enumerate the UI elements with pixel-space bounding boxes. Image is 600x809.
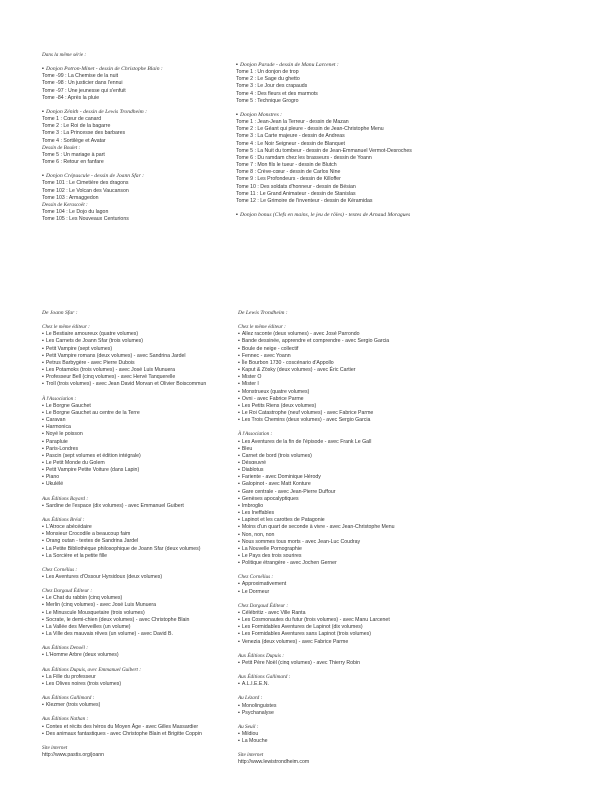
volume-line: Tome 6 : Retour en fanfare <box>42 159 104 166</box>
book-item: ▪ Parapluie <box>42 439 206 446</box>
book-item: ▪ Paris-Londres <box>42 446 206 453</box>
book-item: ▪ Les Potamoks (trois volumes) - avec José Luis Munuera <box>42 367 206 374</box>
volume-line: Tome 1 : Un donjon de trop <box>236 69 299 76</box>
spacer <box>42 660 206 667</box>
book-item: ▪ Fariente - avec Dominique Hérody <box>238 474 395 481</box>
book-item: ▪ La Vallée des Merveilles (un volume) <box>42 624 206 631</box>
book-item: ▪ La Petite Bibliothèque philosophique de Joann Sfar (deux volumes) <box>42 546 206 553</box>
book-item: ▪ Le Borgne Gauchet <box>42 403 206 410</box>
spacer <box>42 738 206 745</box>
spacer <box>42 317 206 324</box>
volume-line: Tome 12 : Le Grimoire de l'inventeur - dessin de Kéramidas <box>236 197 373 204</box>
spacer <box>236 205 412 212</box>
website-label: Site internet <box>238 752 264 759</box>
book-item: ▪ Non, non, non <box>238 532 395 539</box>
book-item: ▪ Pascin (sept volumes et édition intégrale) <box>42 453 206 460</box>
publisher-heading: À l'Association : <box>238 431 273 438</box>
book-item: ▪ Sardine de l'espace (dix volumes) - avec Emmanuel Guibert <box>42 503 206 510</box>
book-item: ▪ Les Petits Riens (deux volumes) <box>238 403 395 410</box>
spacer <box>238 745 395 752</box>
spacer <box>42 223 163 230</box>
book-item: ▪ Mister O <box>238 374 395 381</box>
book-item: ▪ Les Aventures de la fin de l'épisode - avec Frank Le Gall <box>238 439 395 446</box>
book-item: ▪ Les Carnets de Joann Sfar (trois volumes) <box>42 338 206 345</box>
volume-line: Tome 5 : Un mariage à part <box>42 151 105 158</box>
publisher-heading: Chez Dargaud Éditeur : <box>238 602 289 609</box>
book-item: ▪ Le Roi Catastrophe (neuf volumes) - avec Fabrice Parme <box>238 410 395 417</box>
spacer <box>42 489 206 496</box>
bibliography-sfar <box>42 310 206 759</box>
volume-line: Tome 4 : Le Noir Seigneur - dessin de Blanquet <box>236 140 345 147</box>
book-item: ▪ Troll (trois volumes) - avec Jean David Morvan et Olivier Boiscommun <box>42 381 206 388</box>
artist-subheading: Dessin de Kerascoët : <box>42 201 88 208</box>
volume-line: Tome 2 : Le Roi de la bagarre <box>42 123 111 130</box>
book-item: ▪ Bande dessinée, apprendre et comprendre - avec Sergio Garcia <box>238 338 395 345</box>
book-item: ▪ Gare centrale - avec Jean-Pierre Duffour <box>238 489 395 496</box>
spacer <box>42 560 206 567</box>
publisher-heading: Aux Éditions Bréal : <box>42 516 85 523</box>
publisher-heading: Aux Éditions Dupuis : <box>238 652 284 659</box>
spacer <box>238 667 395 674</box>
book-item: ▪ Monsieur Crocodile a beaucoup faim <box>42 531 206 538</box>
publisher-heading: Aux Éditions Gallimard : <box>238 674 291 681</box>
intro-text: Dans la même série : <box>42 52 87 58</box>
book-item: ▪ Monolinguistes <box>238 703 395 710</box>
book-item: ▪ Les Formidables Aventures sans Lapinot (trois volumes) <box>238 631 395 638</box>
series-list-left <box>42 52 163 230</box>
spacer <box>236 219 412 226</box>
book-item: ▪ Petit Vampire (sept volumes) <box>42 346 206 353</box>
volume-line: Tome 3 : Le Jour des crapauds <box>236 83 308 90</box>
book-item: ▪ Venezia (deux volumes) - avec Fabrice Parme <box>238 639 395 646</box>
series-list-right <box>236 62 412 226</box>
book-item: ▪ La Nouvelle Pornographie <box>238 546 395 553</box>
book-item: ▪ Socrate, le demi-chien (deux volumes) - avec Christophe Blain <box>42 617 206 624</box>
book-item: ▪ Des animaux fantastiques - avec Christophe Blain et Brigitte Coppin <box>42 731 206 738</box>
volume-line: Tome 11 : Le Grand Animateur - dessin de Stanislas <box>236 190 356 197</box>
website-label: Site internet <box>42 744 68 751</box>
book-item: ▪ Les Olives noires (trois volumes) <box>42 681 206 688</box>
volume-line: Tome 8 : Crève-cœur - dessin de Carlos Nine <box>236 169 341 176</box>
book-item: ▪ Nous sommes tous morts - avec Jean-Luc Coudray <box>238 539 395 546</box>
book-item: ▪ Allez raconte (deux volumes) - avec José Parrondo <box>238 331 395 338</box>
publisher-heading: À l'Association : <box>42 395 77 402</box>
publisher-heading: Aux Éditions Bayard : <box>42 495 89 502</box>
book-item: ▪ Carnet de bord (trois volumes) <box>238 453 395 460</box>
book-item: ▪ Le Borgne Gauchet au centre de la Terre <box>42 410 206 417</box>
volume-line: Tome 3 : La Princesse des barbares <box>42 130 126 137</box>
book-item: ▪ Les Aventures d'Ossour Hyrsidoux (deux volumes) <box>42 574 206 581</box>
volume-line: Tome 5 : Technique Grogro <box>236 97 299 104</box>
series-heading: ▪ Donjon Parade - dessin de Manu Larcenet : <box>236 62 412 69</box>
book-item: ▪ Boule de neige - collectif <box>238 346 395 353</box>
book-item: ▪ Le Chat du rabbin (cinq volumes) <box>42 595 206 602</box>
volume-line: Tome 1 : Cœur de canard <box>42 116 102 123</box>
book-item: ▪ Professeur Bell (cinq volumes) - avec Hervé Tanquerelle <box>42 374 206 381</box>
volume-line: Tome 6 : Du ramdam chez les brasseurs - dessin de Yoann <box>236 154 372 161</box>
spacer <box>238 317 395 324</box>
volume-line: Tome 103 : Armaggedon <box>42 194 99 201</box>
book-item: ▪ Politique étrangère - avec Jochen Gerner <box>238 560 395 567</box>
book-item: ▪ Le Pays des trois sourires <box>238 553 395 560</box>
publisher-heading: Aux Éditions Nathan : <box>42 716 89 723</box>
volume-line: Tome 101 : Le Cimetière des dragons <box>42 180 129 187</box>
book-item: ▪ Petit Vampire romans (deux volumes) - avec Sandrina Jardel <box>42 353 206 360</box>
volume-line: Tome 4 : Sortilège et Avatar <box>42 137 106 144</box>
book-item: ▪ La Ville des mauvais rêves (un volume) - avec David B. <box>42 631 206 638</box>
author-title: De Joann Sfar : <box>42 310 78 316</box>
book-item: ▪ Caravan <box>42 417 206 424</box>
book-item: ▪ Petit Père Noël (cinq volumes) - avec Thierry Robin <box>238 660 395 667</box>
spacer <box>42 688 206 695</box>
volume-line: Tome 5 : La Nuit du tombeur - dessin de Jean-Emmanuel Vermot-Desroches <box>236 147 412 154</box>
volume-line: Tome 7 : Mon fils le tueur - dessin de Blutch <box>236 162 337 169</box>
book-item: ▪ La Mouche <box>238 738 395 745</box>
volume-line: Tome 102 : Le Volcan des Vaucanson <box>42 187 129 194</box>
book-item: ▪ Approximativement <box>238 581 395 588</box>
spacer <box>238 646 395 653</box>
spacer <box>42 389 206 396</box>
publisher-heading: Chez Dargaud Éditeur : <box>42 588 93 595</box>
book-item: ▪ Le Minuscule Mousquetaire (trois volumes) <box>42 610 206 617</box>
publisher-heading: Chez le même éditeur : <box>42 324 90 331</box>
book-item: ▪ Harmonica <box>42 424 206 431</box>
volume-line: Tome -97 : Une jeunesse qui s'enfuit <box>42 87 126 94</box>
series-heading: ▪ Donjon Crépuscule - dessin de Joann Sfar : <box>42 173 163 180</box>
book-item: ▪ Bleu <box>238 446 395 453</box>
publisher-heading: Au Lézard : <box>238 695 263 702</box>
book-item: ▪ Petrus Barbygère - avec Pierre Dubois <box>42 360 206 367</box>
book-item: ▪ Kaput & Zösky (deux volumes) - avec Éric Cartier <box>238 367 395 374</box>
book-item: ▪ Genèses apocalyptiques <box>238 496 395 503</box>
book-item: ▪ Contes et récits des héros du Moyen Âge - avec Gilles Massardier <box>42 724 206 731</box>
book-item: ▪ Psychanalyse <box>238 710 395 717</box>
book-item: ▪ Moins d'un quart de seconde à vivre - avec Jean-Christophe Menu <box>238 524 395 531</box>
website-link[interactable]: http://www.lewistrondheim.com <box>238 759 310 766</box>
volume-line: Tome 3 : La Carte majeure - dessin de Andreas <box>236 133 345 140</box>
book-item: ▪ Monstrueux (quatre volumes) <box>238 389 395 396</box>
volume-line: Tome 2 : Le Géant qui pleure - dessin de Jean-Christophe Menu <box>236 126 384 133</box>
spacer <box>238 717 395 724</box>
book-item: ▪ Ukulélé <box>42 481 206 488</box>
series-heading: ▪ Donjon Potron-Minet - dessin de Christophe Blain : <box>42 66 163 73</box>
book-item: ▪ Île Bourbon 1730 - coscénario d'Appollo <box>238 360 395 367</box>
book-item: ▪ Mildiou <box>238 731 395 738</box>
series-heading: ▪ Donjon Zénith - dessin de Lewis Trondheim : <box>42 109 163 116</box>
book-item: ▪ Les Formidables Aventures de Lapinot (dix volumes) <box>238 624 395 631</box>
book-item: ▪ Les Ineffables <box>238 510 395 517</box>
book-item: ▪ A.L.I.E.E.N. <box>238 681 395 688</box>
book-item: ▪ Lapinot et les carottes de Patagonie <box>238 517 395 524</box>
book-item: ▪ Ovni - avec Fabrice Parme <box>238 396 395 403</box>
series-heading: ▪ Donjon Monstres : <box>236 112 412 119</box>
book-item: ▪ Mister I <box>238 381 395 388</box>
volume-line: Tome 9 : Les Profondeurs - dessin de Killoffer <box>236 176 341 183</box>
book-item: ▪ Désœuvré <box>238 460 395 467</box>
publisher-heading: Chez Cornélius : <box>238 574 274 581</box>
volume-line: Tome 2 : Le Sage du ghetto <box>236 76 300 83</box>
spacer <box>238 596 395 603</box>
publisher-heading: Au Seuil : <box>238 723 259 730</box>
publisher-heading: Chez le même éditeur : <box>238 324 286 331</box>
book-item: ▪ Imbroglio <box>238 503 395 510</box>
spacer <box>42 102 163 109</box>
publisher-heading: Chez Cornélius : <box>42 566 78 573</box>
volume-line: Tome -99 : La Chemise de la nuit <box>42 73 119 80</box>
spacer <box>42 510 206 517</box>
volume-line: Tome 1 : Jean-Jean la Terreur - dessin de Mazan <box>236 119 349 126</box>
publisher-heading: Aux Éditions Dupuis, avec Emmanuel Guibert : <box>42 666 141 673</box>
book-item: ▪ Le Dormeur <box>238 589 395 596</box>
book-item: ▪ Petit Vampire Petite Voiture (dans Lapin) <box>42 467 206 474</box>
book-item: ▪ L'Homme Arbre (deux volumes) <box>42 652 206 659</box>
book-item: ▪ La Sorcière et la petite fille <box>42 553 206 560</box>
book-item: ▪ Les Cosmonautes du futur (trois volumes) - avec Manu Larcenet <box>238 617 395 624</box>
spacer <box>238 567 395 574</box>
spacer <box>236 105 412 112</box>
volume-line: Tome 10 : Des soldats d'honneur - dessin de Bésian <box>236 183 356 190</box>
website-link[interactable]: http://www.pastis.org/joann <box>42 751 104 758</box>
book-item: ▪ Klezmer (trois volumes) <box>42 702 206 709</box>
publisher-heading: Aux Éditions Gallimard : <box>42 695 95 702</box>
book-item: ▪ Fennec - avec Yoann <box>238 353 395 360</box>
book-item: ▪ Orang outan - textes de Sandrina Jardel <box>42 538 206 545</box>
book-item: ▪ Célébritiz - avec Ville Ranta <box>238 610 395 617</box>
volume-line: Tome 4 : Des fleurs et des marmots <box>236 90 318 97</box>
book-item: ▪ Diablotus <box>238 467 395 474</box>
book-item: ▪ Le Bestiaire amoureux (quatre volumes) <box>42 331 206 338</box>
book-item: ▪ L'Atroce abécédaire <box>42 524 206 531</box>
artist-subheading: Dessin de Boulet : <box>42 144 81 151</box>
book-item: ▪ Merlin (cinq volumes) - avec José Luis Munuera <box>42 602 206 609</box>
bibliography-trondheim <box>238 310 395 767</box>
book-item: ▪ La Fille du professeur <box>42 674 206 681</box>
volume-line: Tome -98 : Un justicier dans l'ennui <box>42 80 123 87</box>
book-item: ▪ Le Petit Monde du Golem <box>42 460 206 467</box>
book-item: ▪ Galopinot - avec Matt Konture <box>238 481 395 488</box>
volume-line: Tome 104 : Le Dojo du lagon <box>42 208 109 215</box>
spacer <box>42 59 163 66</box>
volume-line: Tome -84 : Après la pluie <box>42 94 100 101</box>
book-item: ▪ Les Trois Chemins (deux volumes) - avec Sergio Garcia <box>238 417 395 424</box>
publisher-heading: Aux Éditions Denoël : <box>42 645 88 652</box>
book-item: ▪ Piano <box>42 474 206 481</box>
volume-line: Tome 105 : Les Nouveaux Centurions <box>42 216 129 223</box>
book-item: ▪ Noyé le poisson <box>42 431 206 438</box>
author-title: De Lewis Trondheim : <box>238 310 288 316</box>
spacer <box>238 688 395 695</box>
series-heading: ▪ Donjon bonus (Clefs en mains, le jeu de rôles) - textes de Arnaud Moragues <box>236 212 412 219</box>
